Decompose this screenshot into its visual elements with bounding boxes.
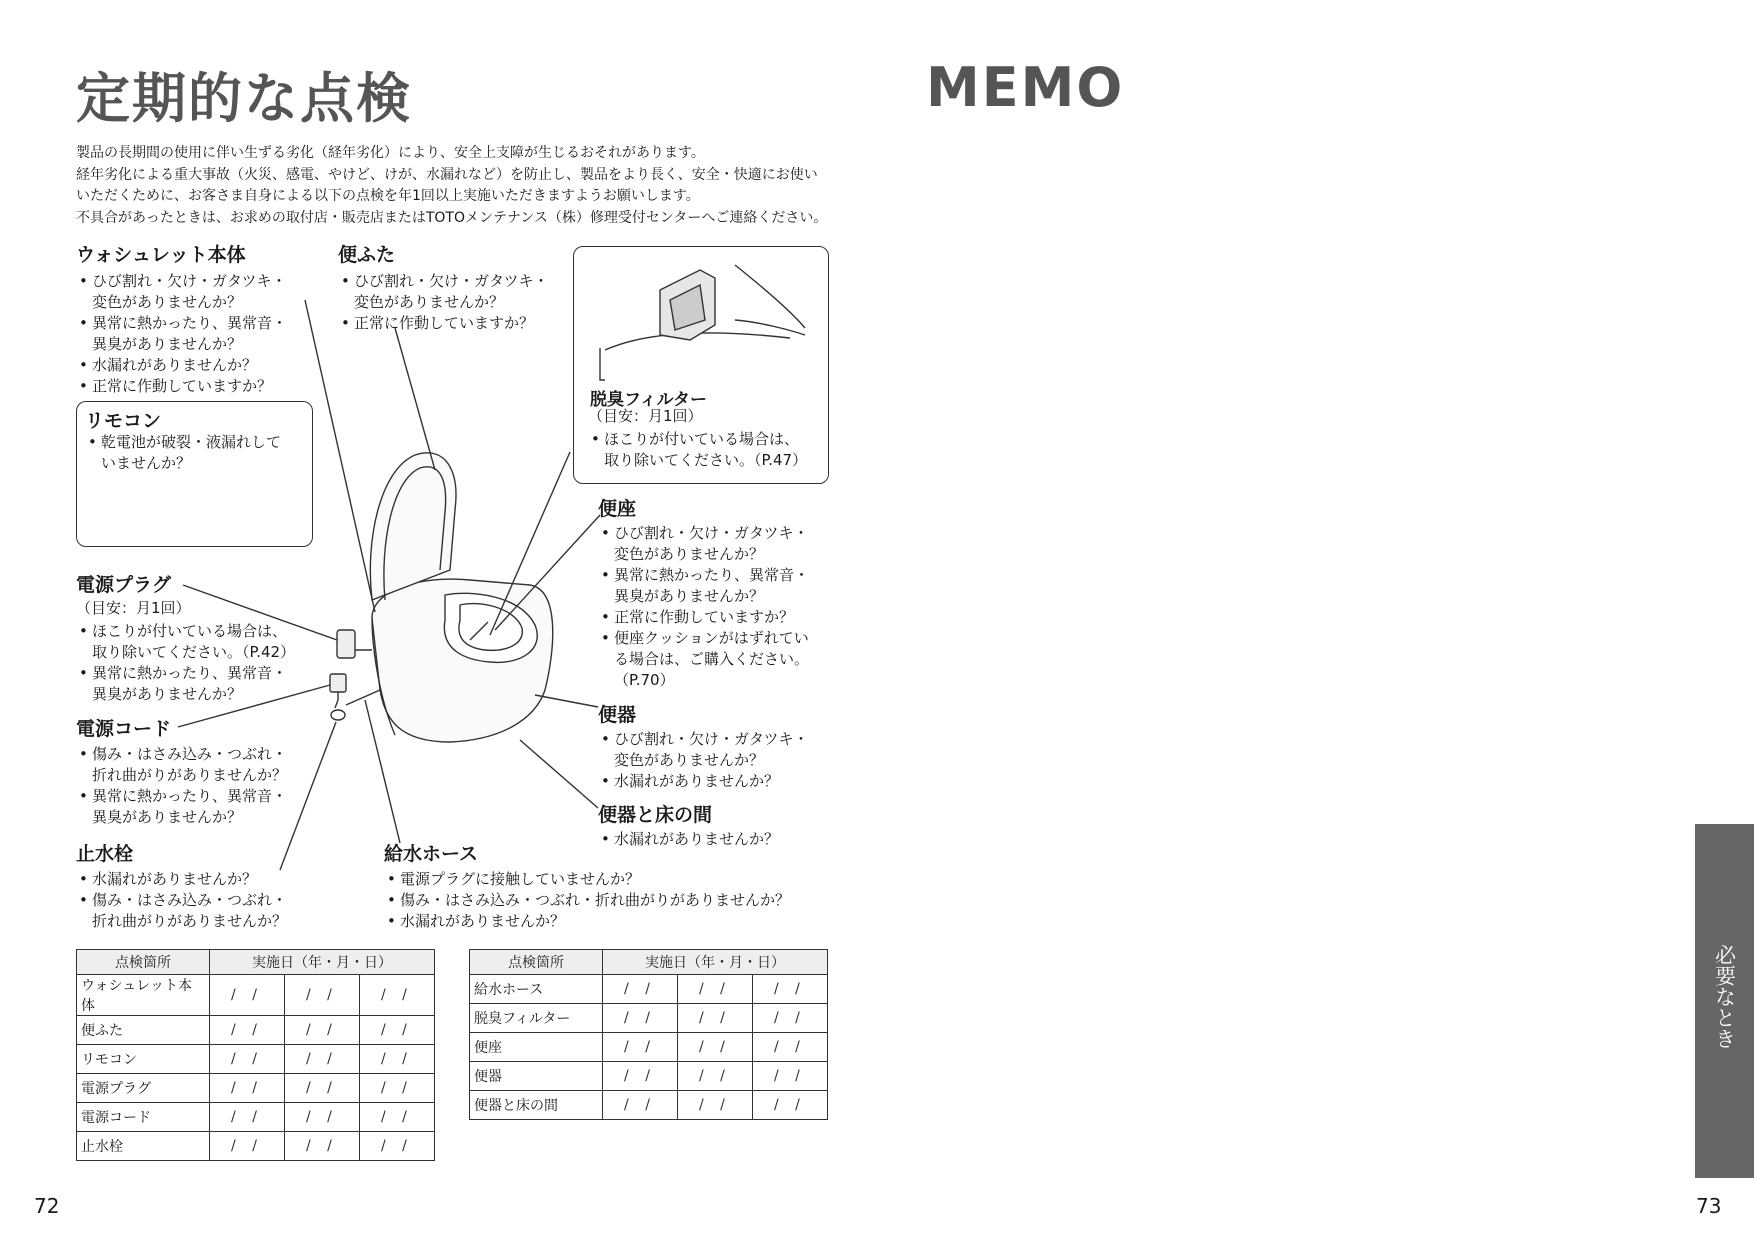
check-item: 変色がありませんか？ [614,545,765,563]
check-item: • ほこりが付いている場合は、 [76,621,316,642]
date-cell[interactable]: / / [284,1074,359,1103]
seat-section [598,494,833,691]
intro-text [76,143,836,229]
table-header-row [470,950,828,975]
date-cell[interactable]: / / [359,975,434,1016]
date-cell[interactable]: / / [210,1016,285,1045]
date-cell[interactable]: / / [603,975,678,1004]
washlet-heading: ウォシュレット本体 [76,244,246,266]
row-label: 止水栓 [77,1132,210,1161]
date-cell[interactable]: / / [359,1103,434,1132]
valve-section [76,839,316,932]
check-item: • 傷み・はさみ込み・つぶれ・ [76,744,316,765]
plug-interval: （目安：月1回） [76,599,191,617]
check-item: 異臭がありませんか？ [92,808,243,826]
check-item: • 異常に熱かったり、異常音・ [76,313,316,334]
table-row [77,1074,435,1103]
row-label: リモコン [77,1045,210,1074]
check-item: • 正常に作動していますか？ [76,376,316,397]
check-item: • ほこりが付いている場合は、 [588,429,824,450]
check-item: • 水漏れがありませんか？ [598,829,833,850]
intro-line: 不具合があったときは、お求めの取付店・販売店またはTOTOメンテナンス（株）修理受付センターへご連絡ください。 [76,209,828,226]
valve-heading: 止水栓 [76,843,134,865]
filter-checklist [588,429,824,471]
check-item: • 水漏れがありませんか？ [384,911,834,932]
date-cell[interactable]: / / [752,1033,827,1062]
intro-line: 製品の長期間の使用に伴い生ずる劣化（経年劣化）により、安全上支障が生じるおそれがあります。 [76,145,705,161]
check-item: • 乾電池が破裂・液漏れして [85,432,305,453]
header-place: 点検箇所 [470,950,603,975]
date-cell[interactable]: / / [677,1033,752,1062]
row-label: 便器と床の間 [470,1091,603,1120]
row-label: 便ふた [77,1016,210,1045]
date-cell[interactable]: / / [603,1062,678,1091]
seat-checklist [598,523,833,691]
table-row [470,975,828,1004]
remote-heading: リモコン [85,410,162,432]
check-item: 取り除いてください。（P.42） [92,643,296,661]
check-item: • 異常に熱かったり、異常音・ [76,786,316,807]
check-item: • 異常に熱かったり、異常音・ [598,565,833,586]
date-cell[interactable]: / / [677,1004,752,1033]
check-item: 異臭がありませんか？ [614,587,765,605]
date-cell[interactable]: / / [752,1091,827,1120]
page-number-right: 73 [1696,1194,1722,1218]
table-row [77,1016,435,1045]
bowl-checklist [598,729,833,792]
hose-section [384,839,834,932]
date-cell[interactable]: / / [210,975,285,1016]
header-date: 実施日（年・月・日） [603,950,828,975]
side-tab-label: 必要なとき [1712,944,1737,1049]
plug-checklist [76,621,316,705]
check-item: • ひび割れ・欠け・ガタツキ・ [338,271,558,292]
check-item: 変色がありませんか？ [354,293,505,311]
check-item: • 電源プラグに接触していませんか？ [384,869,834,890]
row-label: 便座 [470,1033,603,1062]
page-number-left: 72 [34,1194,60,1218]
inspection-log-table-1 [76,949,435,1161]
cord-checklist [76,744,316,828]
check-item: • 正常に作動していますか？ [338,313,558,334]
table-row [77,1132,435,1161]
date-cell[interactable]: / / [359,1016,434,1045]
check-item: • 水漏れがありませんか？ [598,771,833,792]
check-item: • ひび割れ・欠け・ガタツキ・ [598,523,833,544]
cord-section [76,714,316,828]
check-item: 変色がありませんか？ [614,751,765,769]
check-item: 折れ曲がりがありませんか？ [92,912,288,930]
header-place: 点検箇所 [77,950,210,975]
side-tab[interactable] [1695,824,1754,1178]
check-item: る場合は、ご購入ください。 [614,650,810,668]
row-label: 便器 [470,1062,603,1091]
date-cell[interactable]: / / [603,1004,678,1033]
plug-section [76,570,316,705]
intro-line: 経年劣化による重大事故（火災、感電、やけど、けが、水漏れなど）を防止し、製品をより長く、安全・快適にお使い [76,166,818,183]
table-row [77,975,435,1016]
table-row [77,1045,435,1074]
check-item: 取り除いてください。（P.47） [604,451,808,469]
row-label: ウォシュレット本体 [77,975,210,1016]
inspection-log-table-2 [469,949,828,1120]
lid-section [338,240,558,334]
page-title: 定期的な点検 [76,67,412,130]
table-row [470,1033,828,1062]
washlet-section [76,240,316,397]
remote-checklist [85,432,305,474]
check-item: • 水漏れがありませんか？ [76,869,316,890]
row-label: 脱臭フィルター [470,1004,603,1033]
date-cell[interactable]: / / [752,975,827,1004]
filter-box [573,246,829,484]
filter-heading: 脱臭フィルター [590,390,707,410]
date-cell[interactable]: / / [752,1004,827,1033]
check-item: • 便座クッションがはずれてい [598,628,833,649]
date-cell[interactable]: / / [284,975,359,1016]
date-cell[interactable]: / / [210,1074,285,1103]
lid-checklist [338,271,558,334]
lid-heading: 便ふた [338,244,396,266]
check-item: • ひび割れ・欠け・ガタツキ・ [76,271,316,292]
bowl-heading: 便器 [598,704,637,726]
date-cell[interactable]: / / [359,1074,434,1103]
date-cell[interactable]: / / [677,1091,752,1120]
check-item: 異臭がありませんか？ [92,335,243,353]
bowl-section [598,700,833,792]
date-cell[interactable]: / / [752,1062,827,1091]
check-item: 折れ曲がりがありませんか？ [92,766,288,784]
header-date: 実施日（年・月・日） [210,950,435,975]
date-cell[interactable]: / / [284,1132,359,1161]
date-cell[interactable]: / / [284,1103,359,1132]
row-label: 給水ホース [470,975,603,1004]
date-cell[interactable]: / / [284,1045,359,1074]
check-item: 異臭がありませんか？ [92,685,243,703]
date-cell[interactable]: / / [210,1103,285,1132]
table-row [77,1103,435,1132]
check-item: （P.70） [614,671,675,689]
date-cell[interactable]: / / [210,1132,285,1161]
check-item: • 異常に熱かったり、異常音・ [76,663,316,684]
date-cell[interactable]: / / [359,1132,434,1161]
row-label: 電源コード [77,1103,210,1132]
date-cell[interactable]: / / [677,1062,752,1091]
remote-box [76,401,313,547]
cord-heading: 電源コード [76,718,172,740]
table-header-row [77,950,435,975]
check-item: • ひび割れ・欠け・ガタツキ・ [598,729,833,750]
date-cell[interactable]: / / [603,1091,678,1120]
check-item: • 水漏れがありませんか？ [76,355,316,376]
date-cell[interactable]: / / [359,1045,434,1074]
check-item: • 正常に作動していますか？ [598,607,833,628]
washlet-checklist [76,271,316,397]
floor-heading: 便器と床の間 [598,804,713,826]
table-row [470,1004,828,1033]
table-row [470,1062,828,1091]
seat-heading: 便座 [598,498,637,520]
check-item: 変色がありませんか？ [92,293,243,311]
memo-title: MEMO [926,56,1125,119]
plug-heading: 電源プラグ [76,574,172,596]
row-label: 電源プラグ [77,1074,210,1103]
valve-checklist [76,869,316,932]
date-cell[interactable]: / / [284,1016,359,1045]
check-item: • 傷み・はさみ込み・つぶれ・ [76,890,316,911]
check-item: いませんか？ [101,454,192,472]
check-item: • 傷み・はさみ込み・つぶれ・折れ曲がりがありませんか？ [384,890,834,911]
date-cell[interactable]: / / [677,975,752,1004]
hose-heading: 給水ホース [384,843,479,865]
filter-interval: （目安：月1回） [588,407,703,425]
hose-checklist [384,869,834,932]
date-cell[interactable]: / / [210,1045,285,1074]
table-row [470,1091,828,1120]
date-cell[interactable]: / / [603,1033,678,1062]
intro-line: いただくために、お客さま自身による以下の点検を年1回以上実施いただきますようお願いします。 [76,188,700,204]
